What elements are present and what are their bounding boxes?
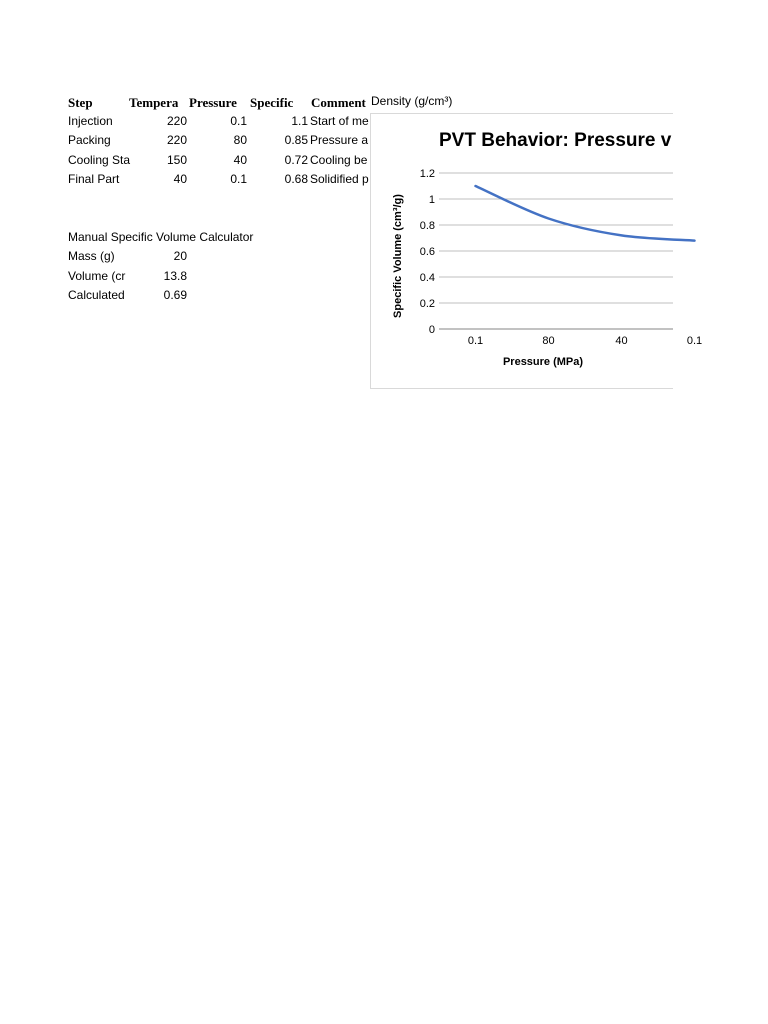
y-tick-label: 0.6	[419, 246, 435, 258]
cell-specific-volume[interactable]: 1.1	[291, 114, 308, 128]
cell-specific-volume[interactable]: 0.85	[284, 133, 308, 147]
cell-step[interactable]: Cooling Sta	[68, 153, 131, 167]
cell-pressure[interactable]: 80	[233, 133, 247, 147]
calculator-label-volume[interactable]: Volume (cr	[68, 269, 126, 283]
y-tick-label: 0	[428, 324, 435, 336]
x-tick-label: 0.1	[467, 335, 484, 347]
y-tick-label: 0.4	[419, 272, 435, 284]
y-axis-label: Specific Volume (cm³/g)	[392, 194, 404, 318]
cell-temperature[interactable]: 40	[173, 172, 187, 186]
cell-pressure[interactable]: 40	[233, 153, 247, 167]
cell-specific-volume[interactable]: 0.72	[284, 153, 308, 167]
cell-specific-volume[interactable]: 0.68	[284, 172, 308, 186]
cell-comment[interactable]: Solidified p	[310, 172, 369, 186]
header-density[interactable]: Density (g/cm³)	[371, 94, 453, 108]
calculator-label-mass[interactable]: Mass (g)	[68, 249, 115, 263]
cell-pressure[interactable]: 0.1	[230, 172, 247, 186]
calculator-label-calculated[interactable]: Calculated	[68, 288, 125, 302]
x-axis-label: Pressure (MPa)	[502, 356, 584, 368]
x-axis-ticks	[468, 335, 702, 347]
calculator-value-volume[interactable]: 13.8	[163, 269, 187, 283]
y-tick-label: 0.8	[419, 220, 435, 232]
series-line	[476, 186, 695, 241]
cell-step[interactable]: Injection	[68, 114, 113, 128]
gridlines	[439, 173, 673, 329]
y-tick-label: 0.2	[419, 298, 435, 310]
y-axis-ticks	[420, 168, 435, 336]
chart-title: PVT Behavior: Pressure v	[439, 130, 672, 151]
cell-step[interactable]: Final Part	[68, 172, 120, 186]
cell-temperature[interactable]: 220	[166, 114, 187, 128]
cell-comment[interactable]: Start of me	[310, 114, 369, 128]
cell-temperature[interactable]: 150	[166, 153, 187, 167]
x-tick-label: 0.1	[686, 335, 703, 347]
cell-comment[interactable]: Cooling be	[310, 153, 368, 167]
header-specific-volume[interactable]: Specific	[250, 95, 294, 110]
y-tick-label: 1	[428, 194, 435, 206]
cell-comment[interactable]: Pressure a	[310, 133, 369, 147]
series-layer	[475, 186, 694, 241]
cell-pressure[interactable]: 0.1	[230, 114, 247, 128]
x-tick-label: 80	[542, 335, 555, 347]
cell-step[interactable]: Packing	[68, 133, 111, 147]
header-temperature[interactable]: Tempera	[129, 95, 179, 110]
calculator-value-calculated[interactable]: 0.69	[163, 288, 187, 302]
header-pressure[interactable]: Pressure	[189, 95, 237, 110]
calculator-value-mass[interactable]: 20	[173, 249, 187, 263]
calculator-title[interactable]: Manual Specific Volume Calculator	[68, 230, 254, 244]
x-tick-label: 40	[615, 335, 628, 347]
y-tick-label: 1.2	[419, 168, 435, 180]
header-step[interactable]: Step	[68, 95, 93, 110]
chart-object[interactable]	[370, 113, 703, 389]
header-comment[interactable]: Comment	[311, 95, 366, 110]
chart-svg	[371, 114, 703, 388]
cell-temperature[interactable]: 220	[166, 133, 187, 147]
